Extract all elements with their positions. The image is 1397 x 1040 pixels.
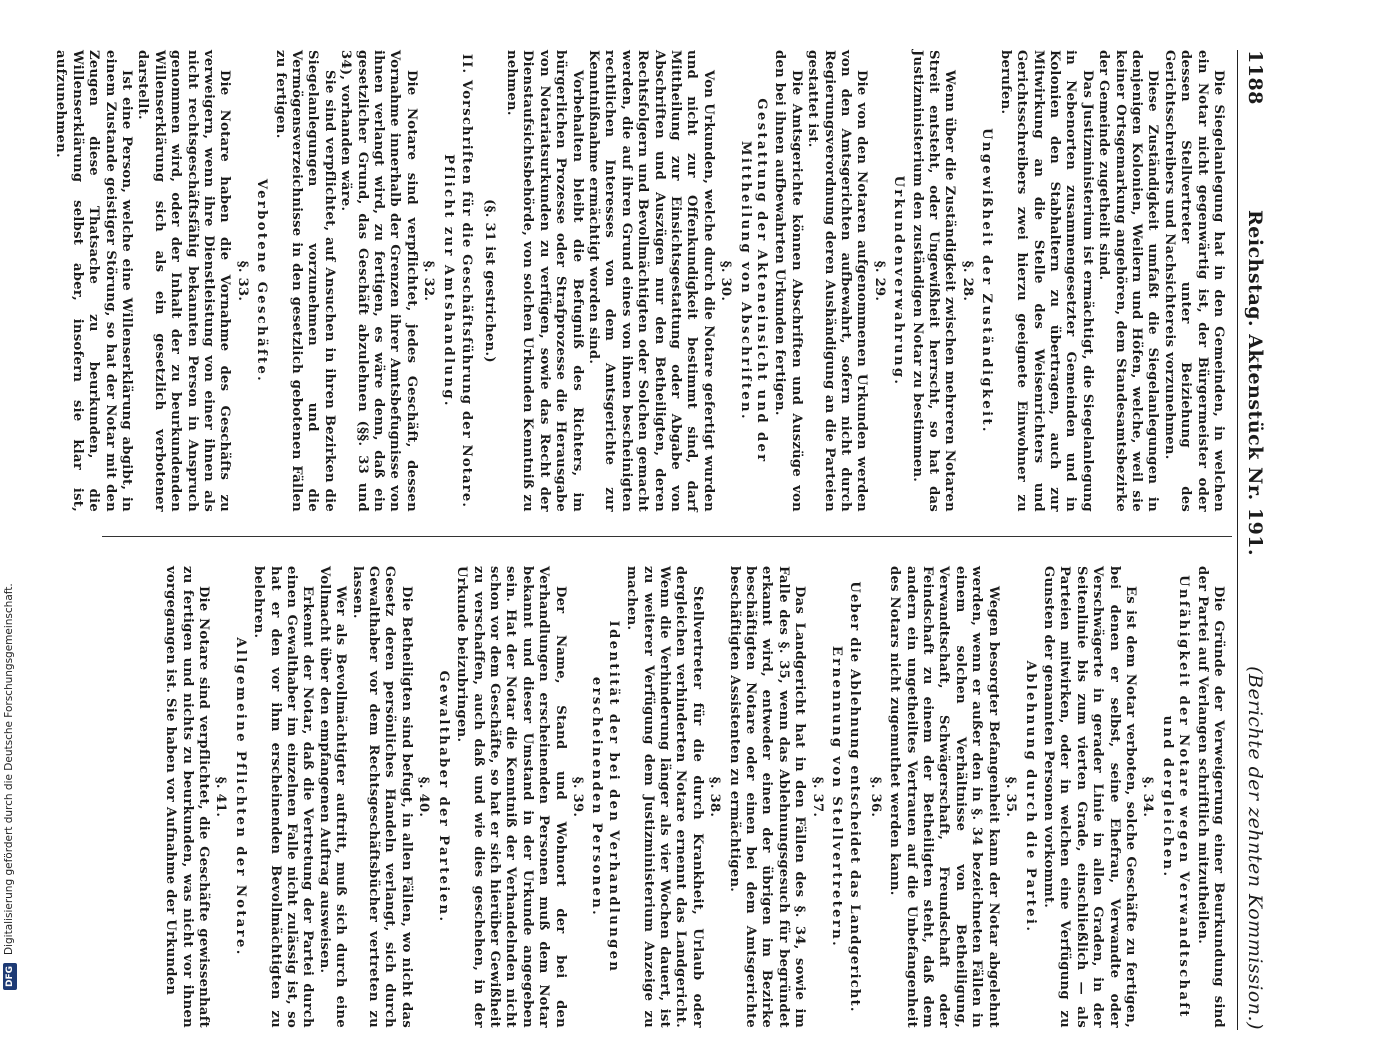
column-divider [102,536,1232,537]
paragraph: Wegen besorgter Befangenheit kann der Notar abgelehnt werden, wenn er außer den in §. 34 bezeichneten Fällen in einem solchen Verhältnisse von Betheiligung, Verwandtschaft, Schwägerschaft, Freundschaft oder Feindschaft zu einem der Betheiligten steht, daß dem andern ein ungetheiltes Vertrauen auf die Unbefangenheit des Notars nicht zugemuthet werden kann. [887,566,1001,1028]
paragraph: Wenn über die Zuständigkeit zwischen mehreren Notaren Streit entsteht, oder Ungewißheit herrscht, so hat das Justizministerium den zuständigen Notar zu bestimmen. [909,50,958,512]
paragraph: Vorbehalten bleibt die Befugniß des Richters, im bürgerlichen Prozesse oder Strafprozesse die Herausgabe von Notariatsurkunden zu verfügen, sowie das Recht der Dienstaufsichtsbehörde, von solchen Urkunden Kenntniß zu nehmen. [503,50,585,512]
paragraph: Es ist dem Notar verboten, solche Geschäfte zu fertigen, bei denen er selbst, seine Ehefrau, Verwandte oder Verschwägerte in gerader Linie in allen Graden, in der Seitenlinie bis zum vierten Grade, einschließlich — als Parteien mitwirken, oder in welchen eine Verfügung zu Gunsten der genannten Personen vorkommt. [1040,566,1138,1028]
left-column [53,50,1226,512]
section-number: §. 38. [707,776,723,818]
section-heading: Urkundenverwahrung. [891,175,907,387]
rotated-page [53,40,1270,1040]
section-heading: Ernennung von Stellvertretern. [829,645,845,949]
paragraph: Sie sind verpflichtet, auf Ansuchen in ihren Bezirken die Siegelanlegungen vorzunehmen und die Vermögensverzeichnisse in den gesetzlich gebotenen Fällen zu fertigen. [272,50,337,512]
page-header [1238,50,1266,1030]
paragraph: Die Notare sind verpflichtet, jedes Geschäft, dessen Vornahme innerhalb der Grenzen ihrer Amtsbefugnisse von ihnen verlangt wird, zu fertigen, es wäre denn, daß ein gesetzlicher Grund, das Geschäft abzulehnen (§§. 33 und 34), vorhanden wäre. [338,50,419,512]
section-heading: Gewalthaber der Parteien. [435,670,451,924]
section-number: §. 39. [569,776,585,818]
paragraph: Erkennt der Notar, daß die Vertretung der Partei durch einen Gewalthaber im einzelnen Falle nicht zulässig ist, so hat er den vor ihm erscheinenden Bevollmächtigten zu belehren. [251,566,316,1028]
chapter-heading: II. Vorschriften für die Geschäftsführung der Notare. [459,53,475,509]
credit-text: Digitalisierung gefördert durch die Deutsche Forschungsgemeinschaft. [3,583,15,955]
paragraph: Stellvertreter für die durch Krankheit, Urlaub oder dergleichen verhinderten Notare ernennt das Landgericht. Wenn die Verhinderung länger als vier Wochen dauert, ist zu weiterer Verfügung dem Justizministerium Anzeige zu machen. [624,566,705,1028]
section-number: §. 34. [1140,776,1156,818]
section-heading: Ueber die Ablehnung entscheidet das Landgericht. [847,581,863,1013]
paragraph: Die von den Notaren aufgenommenen Urkunden werden von den Amtsgerichten aufbewahrt, sofern nicht durch Regierungsverordnung deren Aushändigung an die Parteien gestattet ist. [805,50,870,512]
section-heading: Verbotene Geschäfte. [254,178,270,384]
paragraph: Diese Zuständigkeit umfaßt die Siegelanlegungen in denjenigen Kolonien, Weilern und Höfen, welche, weil sie keiner Ortsgemarkung angehören, dem Standesamtsbezirke der Gemeinde zugetheilt sind. [1096,50,1161,512]
section-number: §. 30. [718,260,734,302]
section-heading: Ablehnung durch die Partei. [1022,660,1038,934]
section-number: §. 35. [1003,776,1019,818]
paragraph: Die Siegelanlegung hat in den Gemeinden, in welchen ein Notar nicht gegenwärtig ist, der Bürgermeister oder dessen Stellvertreter unter Beiziehung des Gerichtsschreibers und Nachsichtereis vorzunehmen. [1161,50,1226,512]
section-number: §. 40. [416,776,432,818]
paragraph: Das Justizministerium ist ermächtigt, die Siegelanlegung in Nebenorten zusammengesetzter Gemeinden und in Kolonien den Stabhaltern zu übertragen, auch zur Mitwirkung an die Stelle des Weisenrichters und Gerichtsschreibers zwei hierzu geeignete Einwohner zu berufen. [997,50,1095,512]
section-heading: Pflicht zur Amtshandlung. [440,154,456,408]
section-number: §. 29. [871,260,887,302]
running-title: Reichstag. Aktenstück Nr. 191. [1244,210,1266,557]
dfg-logo: DFG [3,963,17,990]
page-number: 1188 [1244,50,1266,105]
paragraph: Die Notare haben die Vornahme des Geschäfts zu verweigern, wenn ihre Dienstleistung von einer ihnen als nicht rechtsgeschäftsfähig bekannten Person in Anspruch genommen wird, oder der Inhalt der zu beurkundenden Willenserklärung sich als ein gesetzlich verbotener darstellt. [135,50,233,512]
paragraph: Ist eine Person, welche eine Willenserklärung abgibt, in einem Zustande geistiger Störung, so hat der Notar mit den Zeugen diese Thatsache zu beurkunden, die Willenserklärung selbst aber, insofern sie klar ist, aufzunehmen. [53,50,134,512]
paragraph: Von Urkunden, welche durch die Notare gefertigt wurden und nicht zur Offenkundigkeit bestimmt sind, darf Mittheilung zur Einsichtsgestattung oder Abgabe von Abschriften und Auszügen nur den Betheiligten, deren Rechtsfolgern und Bevollmächtigten oder Solchen gemacht werden, die auf ihren Grund eines von ihnen bescheinigten rechtlichen Interesses von dem Amtsgerichte zur Kenntnißnahme ermächtigt worden sind. [585,50,716,512]
right-column [106,566,1226,1028]
section-number: §. 41. [213,776,229,818]
section-heading: Unfähigkeit der Notare wegen Verwandtschaft und dergleichen. [1159,575,1192,1019]
running-subtitle: (Berichte der zehnten Kommission.) [1244,666,1266,1030]
section-heading: Allgemeine Pflichten der Notare. [232,637,248,957]
header-rule [1237,50,1238,1030]
section-number: §. 32. [421,260,437,302]
paragraph: Die Notare sind verpflichtet, die Geschäfte gewissenhaft zu fertigen und nichts zu beurkunden, was nicht vor ihnen vorgegangen ist. Sie haben vor Aufnahme der Urkunden [163,566,212,1028]
paragraph: Die Betheiligten sind befugt, in allen Fällen, wo nicht das Gesetz deren persönliches Handeln verlangt, sich durch Gewalthaber vor dem Rechtsgeschäftsbücher vertreten zu lassen. [349,566,414,1028]
deletion-note: (§. 31 ist gestrichen.) [481,199,497,363]
section-number: §. 36. [867,776,883,818]
paragraph: Wer als Bevollmächtigter auftritt, muß sich durch eine Vollmacht über den empfangenen Auftrag ausweisen. [316,566,349,1028]
paragraph: Der Name, Stand und Wohnort der bei den Verhandlungen erscheinenden Personen muß dem Notar bekannt und dieser Umstand in der Urkunde angegeben sein. Hat der Notar die Kenntniß der Verhandelnden nicht schon vor dem Geschäfte, so hat er sich hierüber Gewißheit zu verschaffen, auch daß und wie dies geschehen, in der Urkunde beizubringen. [454,566,568,1028]
paragraph: Die Gründe der Verweigerung einer Beurkundung sind der Partei auf Verlangen schriftlich mitzutheilen. [1194,566,1226,1028]
section-heading: Ungewißheit der Zuständigkeit. [979,128,995,434]
section-heading: Gestattung der Akteneinsicht und der Mittheilung von Abschriften. [737,98,770,464]
paragraph: Die Amtsgerichte können Abschriften und Auszüge von den bei ihnen aufbewahrten Urkunden fertigen. [772,50,804,512]
section-heading: Identität der bei den Verhandlungen erscheinenden Personen. [589,620,621,974]
section-number: §. 37. [809,776,825,818]
digitization-credit [2,0,16,990]
paragraph: Das Landgericht hat in den Fällen des §. 34, sowie im Falle des §. 35, wenn das Ablehnungsgesuch für begründet erkannt wird, entweder einen der übrigen im Bezirke beschäftigten Notare oder einen bei dem Amtsgerichte beschäftigten Assistenten zu ermächtigen. [726,566,808,1028]
section-number: §. 28. [959,260,975,302]
section-number: §. 33. [234,260,250,302]
